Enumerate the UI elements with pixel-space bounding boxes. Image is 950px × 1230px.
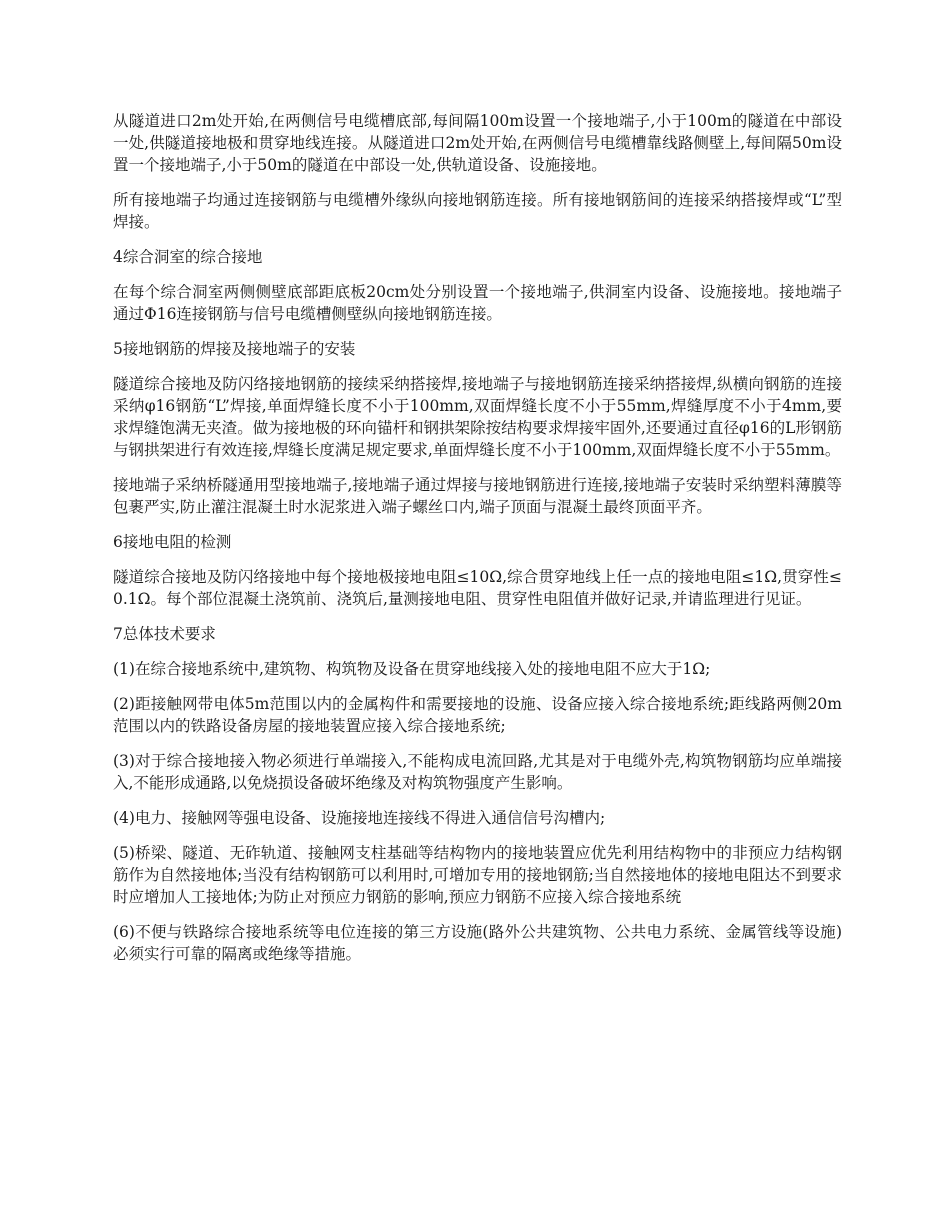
requirement-item: (4)电力、接触网等强电设备、设施接地连接线不得进入通信信号沟槽内; [113, 809, 606, 827]
paragraph: 隧道综合接地及防闪络接地中每个接地极接地电阻≤10Ω,综合贯穿地线上任一点的接地电阻≤1Ω,贯穿性≤0.1Ω。每个部位混凝土浇筑前、浇筑后,量测接地电阻、贯穿性电阻值并做好记录,并请监理进行见证。 [113, 568, 842, 608]
paragraph: 所有接地端子均通过连接钢筋与电缆槽外缘纵向接地钢筋连接。所有接地钢筋间的连接采纳搭接焊或“L”型焊接。 [113, 191, 842, 231]
paragraph: 接地端子采纳桥隧通用型接地端子,接地端子通过焊接与接地钢筋进行连接,接地端子安装时采纳塑料薄膜等包裹严实,防止灌注混凝土时水泥浆进入端子螺丝口内,端子顶面与混凝土最终顶面平齐。 [113, 476, 842, 516]
requirement-item: (5)桥梁、隧道、无砟轨道、接触网支柱基础等结构物内的接地装置应优先利用结构物中的非预应力结构钢筋作为自然接地体;当没有结构钢筋可以利用时,可增加专用的接地钢筋;当自然接地体的接地电阻达不到要求时应增加人工接地体;为防止对预应力钢筋的影响,预应力钢筋不应接入综合接地系统 [113, 844, 842, 906]
paragraph: 隧道综合接地及防闪络接地钢筋的接续采纳搭接焊,接地端子与接地钢筋连接采纳搭接焊,纵横向钢筋的连接采纳φ16钢筋“L”焊接,单面焊缝长度不小于100mm,双面焊缝长度不小于55mm,焊缝厚度不小于4mm,要求焊缝饱满无夹渣。做为接地极的环向锚杆和钢拱架除按结构要求焊接牢固外,还要通过直径φ16的L形钢筋与钢拱架进行有效连接,焊缝长度满足规定要求,单面焊缝长度不小于100mm,双面焊缝长度不小于55mm。 [113, 375, 842, 459]
requirement-item: (6)不便与铁路综合接地系统等电位连接的第三方设施(路外公共建筑物、公共电力系统、金属管线等设施)必须实行可靠的隔离或绝缘等措施。 [113, 923, 842, 963]
paragraph: 从隧道进口2m处开始,在两侧信号电缆槽底部,每间隔100m设置一个接地端子,小于100m的隧道在中部设一处,供隧道接地极和贯穿地线连接。从隧道进口2m处开始,在两侧信号电缆槽靠线路侧壁上,每间隔50m设置一个接地端子,小于50m的隧道在中部设一处,供轨道设备、设施接地。 [113, 112, 842, 174]
section-heading: 4综合洞室的综合接地 [113, 248, 263, 266]
paragraph: 在每个综合洞室两侧侧壁底部距底板20cm处分别设置一个接地端子,供洞室内设备、设施接地。接地端子通过Φ16连接钢筋与信号电缆槽侧壁纵向接地钢筋连接。 [113, 283, 842, 323]
requirement-item: (2)距接触网带电体5m范围以内的金属构件和需要接地的设施、设备应接入综合接地系统;距线路两侧20m范围以内的铁路设备房屋的接地装置应接入综合接地系统; [113, 695, 842, 735]
section-heading: 5接地钢筋的焊接及接地端子的安装 [113, 340, 356, 358]
requirement-item: (3)对于综合接地接入物必须进行单端接入,不能构成电流回路,尤其是对于电缆外壳,构筑物钢筋均应单端接入,不能形成通路,以免烧损设备破坏绝缘及对构筑物强度产生影响。 [113, 752, 842, 792]
section-heading: 7总体技术要求 [113, 625, 216, 643]
requirement-item: (1)在综合接地系统中,建筑物、构筑物及设备在贯穿地线接入处的接地电阻不应大于1Ω; [113, 660, 711, 678]
section-heading: 6接地电阻的检测 [113, 533, 232, 551]
